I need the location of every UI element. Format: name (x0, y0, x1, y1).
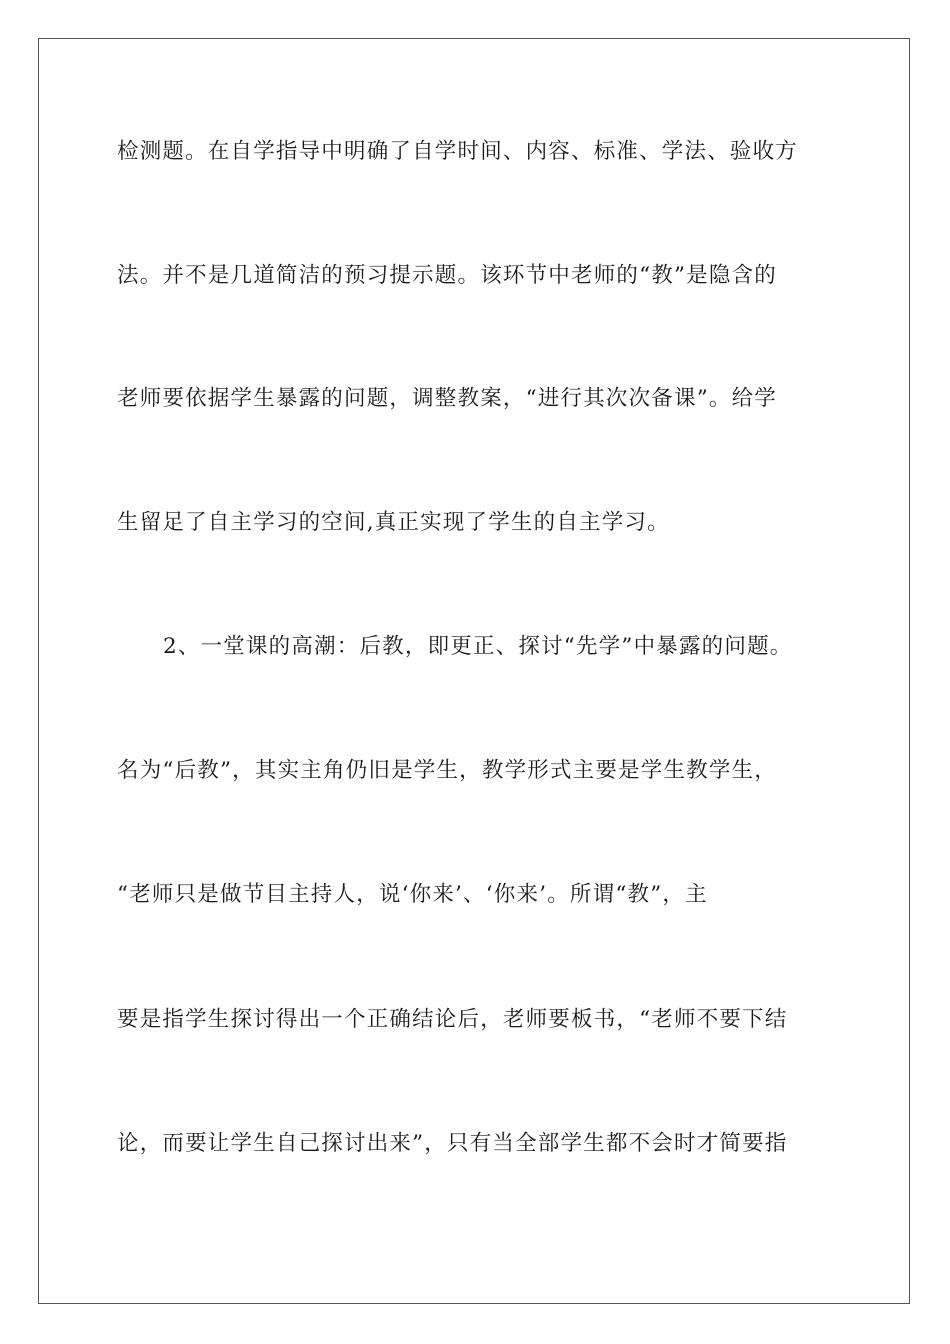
text-line-1: 检测题。在自学指导中明确了自学时间、内容、标准、学法、验收方 (117, 139, 799, 164)
text-line-6: 名为“后教”，其实主角仍旧是学生，教学形式主要是学生教学生， (117, 758, 777, 783)
text-line-8: 要是指学生探讨得出一个正确结论后，老师要板书，“老师不要下结 (117, 1007, 788, 1032)
text-line-4: 生留足了自主学习的空间,真正实现了学生的自主学习。 (117, 510, 670, 535)
text-line-9: 论，而要让学生自己探讨出来”，只有当全部学生都不会时才简要指 (117, 1131, 788, 1156)
text-line-2: 法。并不是几道简洁的预习提示题。该环节中老师的“教”是隐含的 (117, 263, 777, 288)
text-line-7: “老师只是做节目主持人，说‘你来’、‘你来’。所谓“教”，主 (117, 882, 708, 907)
text-line-5: 2、一堂课的高潮：后教，即更正、探讨“先学”中暴露的问题。 (163, 634, 793, 659)
page-border (38, 38, 910, 1304)
text-line-3: 老师要依据学生暴露的问题，调整教案，“进行其次次备课”。给学 (117, 386, 777, 411)
